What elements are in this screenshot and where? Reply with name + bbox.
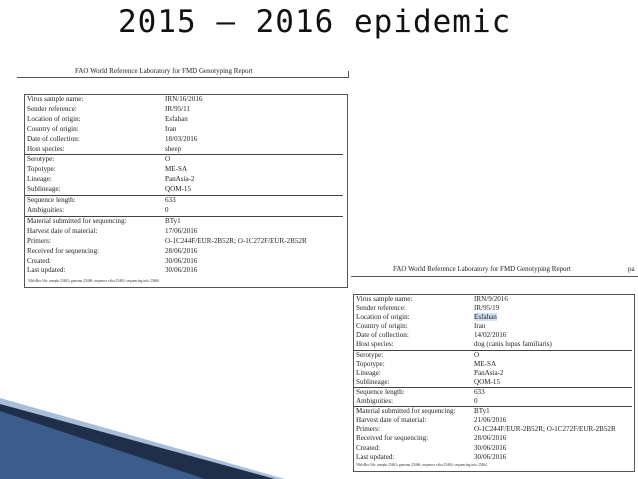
field-value: ME-SA — [474, 359, 497, 368]
table-row — [25, 216, 343, 226]
table-row — [354, 369, 632, 378]
field-value: 0 — [165, 205, 169, 214]
field-label: Created: — [27, 256, 52, 265]
report-2-header: FAO World Reference Laboratory for FMD Genotyping Report — [393, 265, 571, 273]
field-label: Host species: — [27, 144, 65, 153]
table-row — [354, 295, 632, 304]
table-row — [25, 266, 343, 276]
field-value: Esfahan — [165, 114, 188, 123]
field-value: IR/95/11 — [165, 104, 190, 113]
field-label: Sender reference: — [356, 304, 406, 313]
table-row — [25, 227, 343, 237]
table-row — [25, 196, 343, 206]
field-value: 30/06/2016 — [165, 256, 198, 265]
field-value: 28/06/2016 — [165, 246, 198, 255]
field-label: Lineage: — [356, 368, 381, 377]
table-row — [25, 257, 343, 267]
table-row — [25, 165, 343, 175]
table-row — [25, 145, 343, 155]
field-label: Virus sample name: — [27, 95, 84, 103]
table-row — [354, 425, 632, 434]
table-row — [354, 313, 632, 322]
report-2-footnote: VibIsRec file: sample 25463; genome 25466; sequence vibu 25463; sequencing info 25464 — [356, 463, 488, 467]
field-label: Material submitted for sequencing: — [25, 216, 163, 226]
field-label: Topotype: — [356, 359, 385, 368]
field-value: O — [472, 350, 632, 360]
field-value: QOM-15 — [474, 377, 501, 386]
field-value: ME-SA — [165, 165, 188, 174]
field-label: Primers: — [27, 236, 52, 245]
field-value: 21/06/2016 — [474, 416, 507, 425]
field-value: 30/06/2016 — [474, 452, 507, 461]
table-row — [354, 378, 632, 388]
table-row — [25, 135, 343, 145]
table-row — [25, 237, 343, 247]
field-value: 30/06/2016 — [474, 443, 507, 452]
field-label: Sequence length: — [354, 387, 472, 397]
report-1-header-rule — [17, 77, 349, 78]
table-row — [25, 115, 343, 125]
field-label: Received for sequencing: — [356, 434, 429, 443]
field-label: Sublineage: — [27, 185, 61, 194]
field-label: Sender reference: — [27, 104, 77, 113]
report-1 — [17, 67, 349, 292]
field-label: Material submitted for sequencing: — [354, 407, 472, 417]
table-row — [354, 387, 632, 397]
field-value: 28/06/2016 — [474, 434, 507, 443]
report-1-header: FAO World Reference Laboratory for FMD Genotyping Report — [75, 67, 253, 75]
field-label: Host species: — [356, 340, 394, 349]
table-row — [354, 350, 632, 360]
table-row — [354, 397, 632, 407]
field-value: BTy1 — [472, 407, 632, 417]
field-label: Created: — [356, 443, 381, 452]
field-value: 633 — [472, 387, 632, 397]
field-value: O — [163, 155, 343, 165]
table-row — [25, 247, 343, 257]
field-value: 633 — [163, 196, 343, 206]
field-label: Location of origin: — [356, 313, 410, 322]
field-value: 17/06/2016 — [165, 226, 198, 235]
field-value: IRN/9/2016 — [474, 295, 508, 303]
report-2 — [351, 263, 638, 475]
field-label: Serotype: — [25, 155, 163, 165]
table-row — [354, 453, 632, 462]
table-row — [25, 95, 343, 105]
field-label: Lineage: — [27, 175, 52, 184]
field-value: 14/02/2016 — [474, 331, 507, 340]
table-row — [354, 331, 632, 340]
field-value: BTy1 — [163, 216, 343, 226]
field-value: QOM-15 — [165, 185, 192, 194]
table-row — [354, 360, 632, 369]
field-value: Iran — [474, 322, 486, 331]
field-value: 0 — [474, 397, 478, 406]
field-value: PanAsia-2 — [474, 368, 504, 377]
table-row — [25, 155, 343, 165]
field-value: PanAsia-2 — [165, 175, 195, 184]
table-row — [354, 340, 632, 350]
field-value: dog (canis lupus familiaris) — [474, 340, 552, 349]
field-value: 30/06/2016 — [165, 266, 198, 275]
report-2-header-tail: pa — [628, 265, 635, 273]
table-row — [25, 105, 343, 115]
field-label: Ambiguities: — [356, 397, 394, 406]
field-label: Sequence length: — [25, 196, 163, 206]
table-row — [354, 444, 632, 453]
field-label: Date of collection: — [356, 331, 409, 340]
highlighted-value: Esfahan — [474, 313, 497, 322]
field-label: Received for sequencing: — [27, 246, 100, 255]
field-label: Harvest date of material: — [27, 226, 98, 235]
field-label: Serotype: — [354, 350, 472, 360]
field-label: Country of origin: — [356, 322, 408, 331]
field-value: O-1C244F/EUR-2B52R; O-1C272F/EUR-2B52R — [165, 236, 307, 245]
table-row — [354, 322, 632, 331]
field-label: Last updated: — [356, 452, 395, 461]
slide-title: 2015 – 2016 epidemic — [118, 4, 512, 40]
report-1-table — [25, 95, 343, 276]
field-value: 18/03/2016 — [165, 134, 198, 143]
field-value: IR/95/19 — [474, 304, 500, 313]
field-value: IRN/16/2016 — [165, 95, 203, 103]
report-2-table — [354, 295, 632, 462]
field-value: O-1C244F/EUR-2B52R; O-1C272F/EUR-2B52R — [474, 425, 616, 434]
table-row — [25, 125, 343, 135]
field-label: Last updated: — [27, 266, 66, 275]
field-label: Country of origin: — [27, 124, 79, 133]
field-label: Date of collection: — [27, 134, 80, 143]
field-label: Virus sample name: — [356, 295, 413, 303]
field-value: sheep — [165, 144, 182, 153]
field-label: Topotype: — [27, 165, 56, 174]
table-row — [354, 416, 632, 425]
table-row — [354, 434, 632, 443]
field-label: Sublineage: — [356, 377, 390, 386]
table-row — [354, 407, 632, 417]
field-label: Primers: — [356, 425, 381, 434]
table-row — [25, 185, 343, 195]
field-label: Ambiguities: — [27, 205, 65, 214]
report-1-header-tick — [348, 71, 349, 77]
report-1-footnote: VibIsRec file: sample 25465; genome 25468; sequence vibu 25465; sequencing info 25466 — [28, 279, 160, 283]
report-2-header-rule — [351, 276, 638, 277]
table-row — [25, 206, 343, 216]
field-value — [472, 313, 632, 322]
table-row — [25, 175, 343, 185]
table-row — [354, 304, 632, 313]
field-label: Location of origin: — [27, 114, 81, 123]
field-label: Harvest date of material: — [356, 416, 427, 425]
field-value: Iran — [165, 124, 177, 133]
